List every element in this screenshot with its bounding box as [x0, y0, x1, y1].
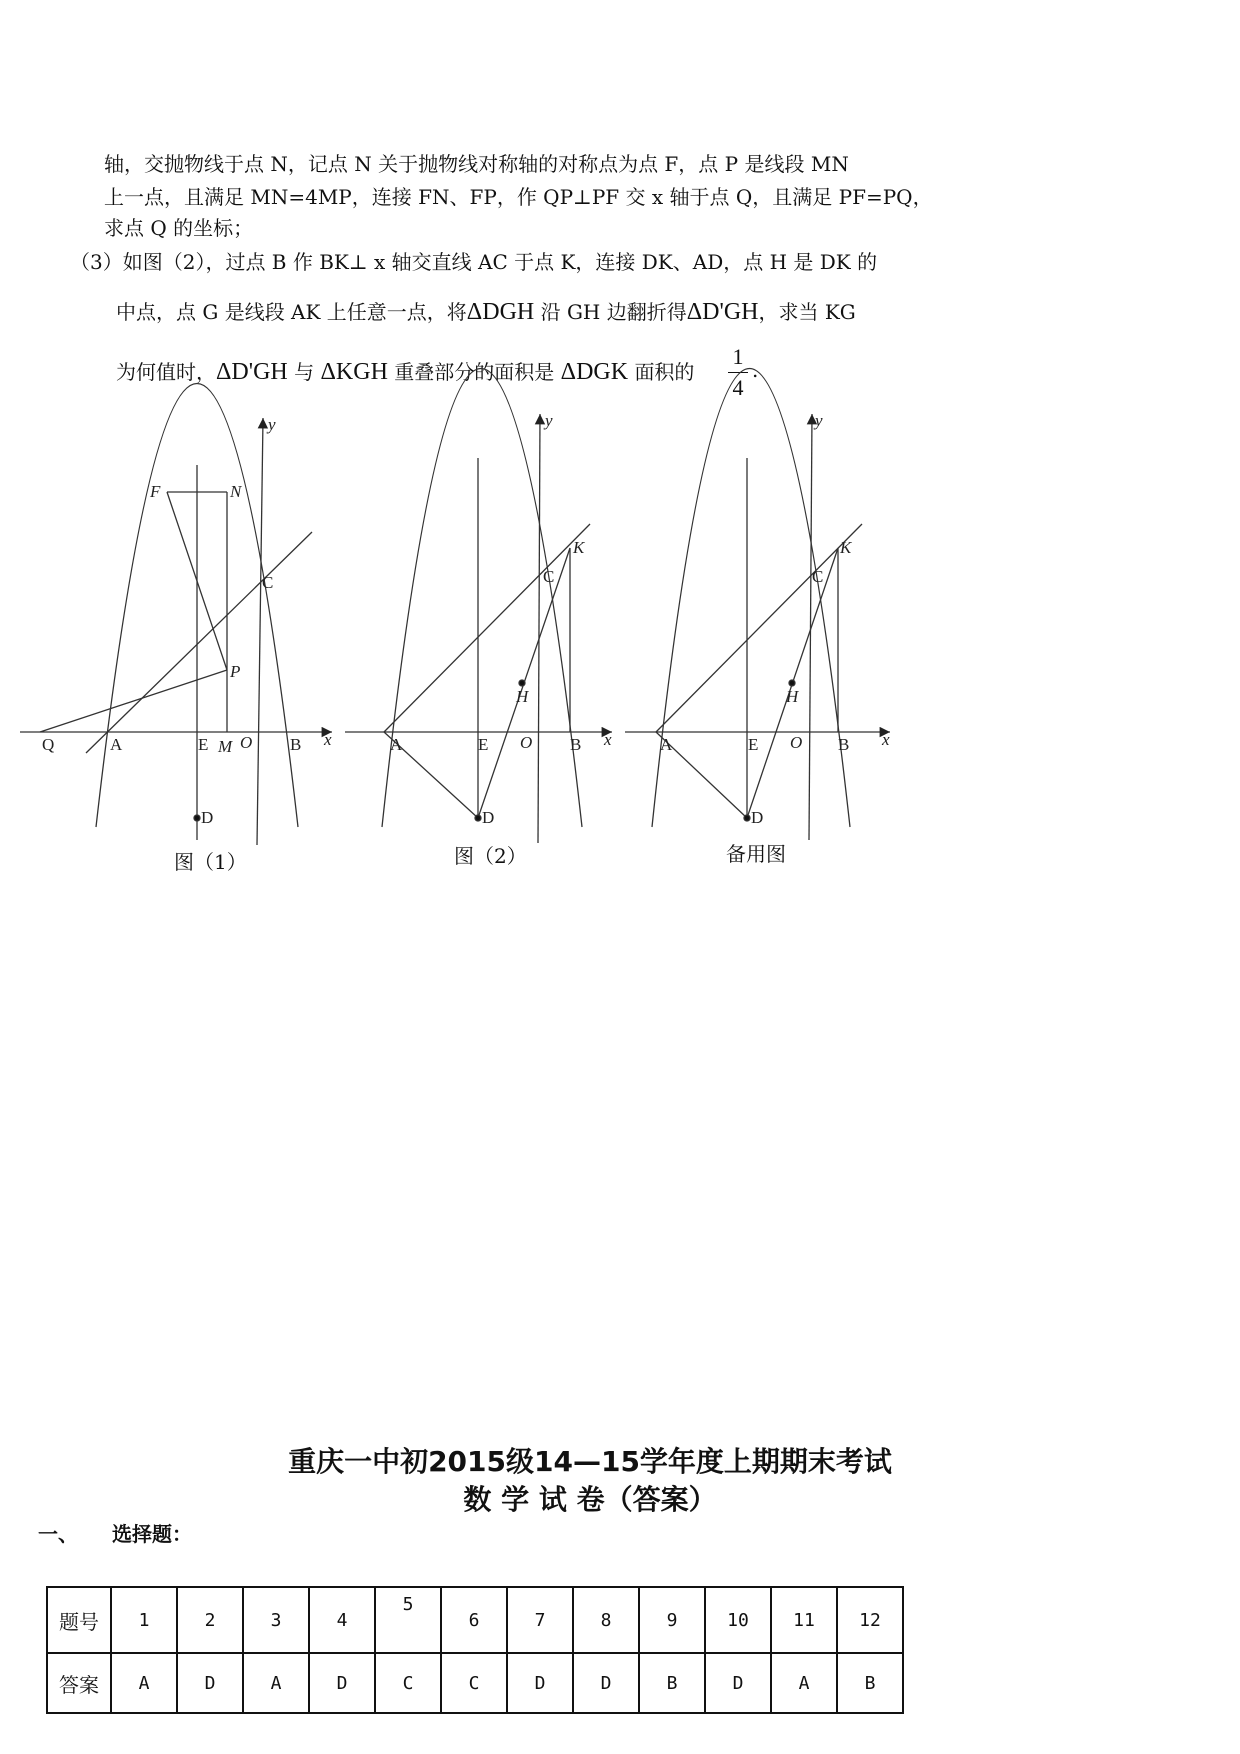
answer-cell: D — [177, 1653, 243, 1713]
label-x: x — [882, 730, 890, 749]
label-e: E — [748, 735, 759, 754]
label-c: C — [262, 573, 274, 592]
section-title: 选择题： — [112, 1522, 192, 1546]
label-o: O — [520, 733, 533, 752]
point-h — [519, 680, 525, 686]
point-h — [789, 680, 795, 686]
label-d: D — [201, 808, 214, 827]
figure-1 — [20, 384, 332, 846]
figure-2-caption: 图（2） — [454, 844, 527, 868]
question-number: 10 — [705, 1587, 771, 1653]
point-d — [744, 815, 750, 821]
text-segment: 中点，点 G 是线段 AK 上任意一点，将 — [116, 300, 467, 324]
label-y: y — [815, 411, 823, 430]
answer-cell: A — [111, 1653, 177, 1713]
label-x: x — [604, 730, 612, 749]
label-q: Q — [42, 735, 55, 754]
label-n: N — [230, 482, 242, 501]
label-c: C — [543, 567, 555, 586]
figure-3 — [625, 369, 890, 841]
answer-cell: D — [507, 1653, 573, 1713]
label-b: B — [290, 735, 302, 754]
math-triangle-d-prime-gh: ΔD'GH — [216, 359, 288, 385]
text-segment: 重叠部分的面积是 — [394, 360, 555, 384]
answer-cell: A — [243, 1653, 309, 1713]
label-d: D — [751, 808, 764, 827]
label-a: A — [660, 735, 673, 754]
label-e: E — [198, 735, 209, 754]
label-y: y — [268, 415, 276, 434]
segment-pq — [40, 670, 227, 732]
label-k: K — [573, 538, 585, 557]
figure-1-caption: 图（1） — [174, 850, 247, 874]
question-number: 2 — [177, 1587, 243, 1653]
text-segment: 与 — [294, 360, 315, 384]
question-number: 11 — [771, 1587, 837, 1653]
label-e: E — [478, 735, 489, 754]
label-o: O — [240, 733, 253, 752]
text-segment: 为何值时， — [116, 360, 216, 384]
math-triangle-kgh: ΔKGH — [320, 359, 388, 385]
label-x: x — [324, 730, 332, 749]
row-header-question: 题号 — [47, 1587, 111, 1653]
question-number: 9 — [639, 1587, 705, 1653]
answer-title-line-2: 数 学 试 卷（答案） — [463, 1483, 717, 1516]
table-row-questions — [47, 1587, 903, 1653]
label-k: K — [840, 538, 852, 557]
label-h: H — [516, 687, 529, 706]
line-ac — [384, 524, 590, 732]
label-b: B — [570, 735, 582, 754]
math-triangle-dgh: ΔDGH — [466, 299, 535, 325]
text-segment: 面积的 — [634, 360, 695, 384]
answer-cell: B — [639, 1653, 705, 1713]
label-h: H — [786, 687, 799, 706]
label-p: P — [230, 662, 241, 681]
answer-cell: C — [441, 1653, 507, 1713]
section-number: 一、 — [38, 1522, 78, 1546]
answer-cell: D — [309, 1653, 375, 1713]
answer-cell: D — [573, 1653, 639, 1713]
y-axis — [257, 418, 263, 845]
problem-line-1: 轴，交抛物线于点 N，记点 N 关于抛物线对称轴的对称点为点 F，点 P 是线段 MN — [104, 152, 849, 176]
label-o: O — [790, 733, 803, 752]
label-y: y — [545, 411, 553, 430]
text-segment: 沿 GH 边翻折得 — [540, 300, 687, 324]
question-number: 4 — [309, 1587, 375, 1653]
label-c: C — [812, 567, 824, 586]
figure-3-labels — [660, 411, 890, 827]
figure-2-labels — [390, 411, 612, 827]
question-number: 1 — [111, 1587, 177, 1653]
figure-3-caption: 备用图 — [726, 842, 786, 866]
label-f: F — [150, 482, 161, 501]
point-d — [475, 815, 481, 821]
figure-2 — [345, 369, 612, 844]
label-a: A — [110, 735, 123, 754]
question-number: 5 — [375, 1587, 441, 1653]
answer-cell: D — [705, 1653, 771, 1713]
question-number: 6 — [441, 1587, 507, 1653]
parabola — [652, 369, 850, 828]
row-header-answer: 答案 — [47, 1653, 111, 1713]
text-segment: ，求当 KG — [758, 300, 856, 324]
point-d — [194, 815, 200, 821]
math-triangle-d-prime-gh: ΔD'GH — [686, 299, 759, 325]
fraction-denominator: 4 — [732, 375, 744, 400]
question-number: 7 — [507, 1587, 573, 1653]
period: . — [752, 358, 759, 382]
problem-line-4: （3）如图（2），过点 B 作 BK⊥ x 轴交直线 AC 于点 K，连接 DK、AD，点 H 是 DK 的 — [70, 250, 878, 274]
table-row-answers — [47, 1653, 903, 1713]
math-triangle-dgk: ΔDGK — [560, 359, 629, 385]
answer-cell: C — [375, 1653, 441, 1713]
answer-cell: A — [771, 1653, 837, 1713]
problem-line-3: 求点 Q 的坐标； — [104, 216, 254, 240]
answer-title-line-1: 重庆一中初2015级14—15学年度上期期末考试 — [288, 1445, 892, 1478]
answer-table — [46, 1586, 904, 1714]
label-a: A — [390, 735, 403, 754]
y-axis — [538, 414, 540, 843]
label-m: M — [218, 737, 233, 756]
label-b: B — [838, 735, 850, 754]
problem-line-2: 上一点，且满足 MN=4MP，连接 FN、FP，作 QP⊥PF 交 x 轴于点 Q，且满足 PF=PQ， — [104, 185, 933, 209]
fraction-numerator: 1 — [732, 344, 744, 369]
question-number: 8 — [573, 1587, 639, 1653]
question-number: 3 — [243, 1587, 309, 1653]
question-number: 12 — [837, 1587, 903, 1653]
label-d: D — [482, 808, 495, 827]
answer-cell: B — [837, 1653, 903, 1713]
figure-1-labels — [42, 415, 332, 827]
